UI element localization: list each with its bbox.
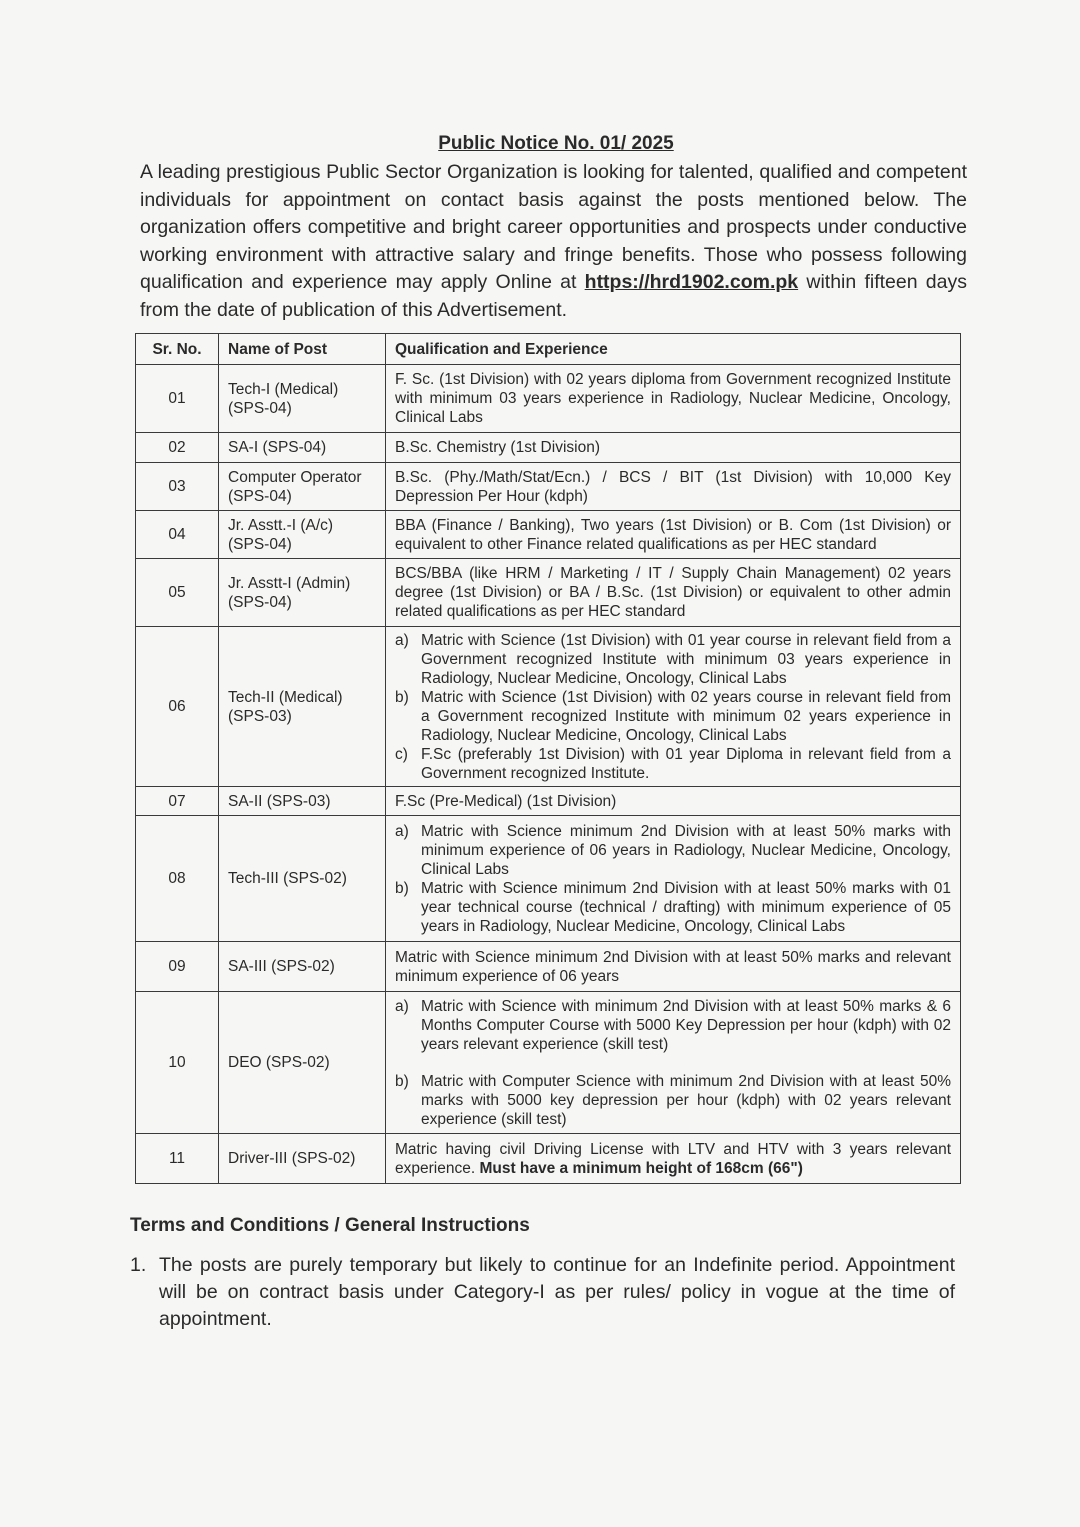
option-letter: c) (395, 745, 408, 763)
option-text: Matric with Science (1st Division) with 02 years course in relevant field from a Government recognized Institute with minimum 02 years experience in Radiology, Nuclear Medicine, Oncology, Clinical Labs (421, 688, 951, 744)
qualification-option (395, 879, 951, 936)
table-row (136, 559, 961, 627)
sr-no-cell: 03 (136, 463, 219, 511)
sr-no-cell: 02 (136, 433, 219, 463)
table-header-row (136, 334, 961, 365)
table-row (136, 463, 961, 511)
post-name-cell: Tech-I (Medical) (SPS-04) (219, 365, 386, 433)
post-name-cell: Jr. Asstt-I (Admin) (SPS-04) (219, 559, 386, 627)
intro-text: A leading prestigious Public Sector Organization is looking for talented, qualified and competent individuals for appointment on contact basis against the posts mentioned below. The organization offers competitive and bright career opportunities and prospects under conductive working environment with attractive salary and fringe benefits. Those who possess following qualification and experience may apply Online at (140, 161, 967, 293)
term-number: 1. (130, 1254, 147, 1276)
qualification-text: F. Sc. (1st Division) with 02 years diploma from Government recognized Institute with minimum 03 years experience in Radiology, Nuclear Medicine, Oncology, Clinical Labs (395, 371, 951, 426)
option-text: F.Sc (preferably 1st Division) with 01 year Diploma in relevant field from a Government recognized Institute. (421, 745, 951, 782)
header-post-name: Name of Post (219, 334, 386, 365)
qualification-option (395, 745, 951, 783)
height-requirement: Must have a minimum height of 168cm (66") (475, 1159, 803, 1177)
option-letter: a) (395, 997, 409, 1015)
posts-table-body (136, 365, 961, 1184)
table-row (136, 433, 961, 463)
qualification-cell (386, 816, 961, 942)
table-row (136, 942, 961, 992)
qualification-option (395, 688, 951, 745)
qualification-text: Matric having civil Driving License with LTV and HTV with 3 years relevant experience. (395, 1140, 951, 1177)
header-sr-no: Sr. No. (136, 334, 219, 365)
qualification-option (395, 822, 951, 879)
qualification-cell (386, 463, 961, 511)
intro-paragraph (140, 159, 967, 324)
qualification-cell (386, 992, 961, 1134)
option-text: Matric with Science minimum 2nd Division with at least 50% marks with minimum experience of 06 years in Radiology, Nuclear Medicine, Oncology, Clinical Labs (421, 822, 951, 878)
qualification-cell (386, 433, 961, 463)
qualification-option (395, 997, 951, 1054)
qualification-text: Matric with Science minimum 2nd Division with at least 50% marks and relevant minimum experience of 06 years (395, 948, 951, 985)
option-letter: b) (395, 879, 409, 897)
option-text: Matric with Science minimum 2nd Division with at least 50% marks with 01 year technical course (technical / drafting) with minimum experience of 05 years in Radiology, Nuclear Medicine, Oncology, Clinical Labs (421, 879, 951, 935)
post-name-cell: SA-I (SPS-04) (219, 433, 386, 463)
qualification-text: F.Sc (Pre-Medical) (1st Division) (395, 792, 617, 810)
option-letter: a) (395, 822, 409, 840)
qualification-text: BBA (Finance / Banking), Two years (1st Division) or B. Com (1st Division) or equivalent to other Finance related qualifications as per HEC standard (395, 516, 951, 553)
post-name-cell: SA-II (SPS-03) (219, 787, 386, 816)
term-text: The posts are purely temporary but likely to continue for an Indefinite period. Appointment will be on contract basis under Category-I as per rules/ policy in vogue at the time of appointment. (159, 1254, 955, 1330)
term-item (130, 1252, 955, 1333)
sr-no-cell: 04 (136, 511, 219, 559)
qualification-cell (386, 942, 961, 992)
qualification-text: B.Sc. Chemistry (1st Division) (395, 439, 600, 456)
sr-no-cell: 10 (136, 992, 219, 1134)
qualification-cell (386, 511, 961, 559)
qualification-cell (386, 559, 961, 627)
table-row (136, 627, 961, 787)
option-text: Matric with Science (1st Division) with 01 year course in relevant field from a Government recognized Institute with minimum 03 years experience in Radiology, Nuclear Medicine, Oncology, Clinical Labs (421, 631, 951, 687)
table-row (136, 816, 961, 942)
option-letter: b) (395, 1072, 409, 1090)
intro-text-end: within fifteen days from the date of publication of this Advertisement. (140, 271, 967, 321)
terms-heading: Terms and Conditions / General Instructions (130, 1215, 530, 1236)
post-name-cell: Tech-II (Medical) (SPS-03) (219, 627, 386, 787)
table-row (136, 365, 961, 433)
qualification-text: B.Sc. (Phy./Math/Stat/Ecn.) / BCS / BIT (1st Division) with 10,000 Key Depression Per Hour (kdph) (395, 468, 951, 505)
sr-no-cell: 08 (136, 816, 219, 942)
post-name-cell: Computer Operator (SPS-04) (219, 463, 386, 511)
qualification-cell (386, 787, 961, 816)
post-name-cell: SA-III (SPS-02) (219, 942, 386, 992)
sr-no-cell: 05 (136, 559, 219, 627)
sr-no-cell: 07 (136, 787, 219, 816)
header-qualification: Qualification and Experience (386, 334, 961, 365)
terms-list (130, 1252, 955, 1333)
post-name-cell: Driver-III (SPS-02) (219, 1134, 386, 1184)
notice-title: Public Notice No. 01/ 2025 (438, 133, 674, 154)
post-name-cell: Jr. Asstt.-I (A/c) (SPS-04) (219, 511, 386, 559)
qualification-option (395, 1072, 951, 1129)
table-row (136, 1134, 961, 1184)
posts-table (135, 333, 961, 1184)
sr-no-cell: 11 (136, 1134, 219, 1184)
qualification-option (395, 631, 951, 688)
apply-url-link[interactable]: https://hrd1902.com.pk (584, 271, 799, 293)
sr-no-cell: 09 (136, 942, 219, 992)
table-row (136, 992, 961, 1134)
option-text: Matric with Science with minimum 2nd Division with at least 50% marks & 6 Months Computer Course with 5000 Key Depression per hour (kdph) with 02 years relevant experience (skill test) (421, 997, 951, 1053)
option-text: Matric with Computer Science with minimum 2nd Division with at least 50% marks with 5000 key depression per hour (kdph) with 02 years relevant experience (skill test) (421, 1072, 951, 1128)
qualification-cell (386, 365, 961, 433)
sr-no-cell: 01 (136, 365, 219, 433)
option-letter: a) (395, 631, 409, 649)
option-letter: b) (395, 688, 409, 706)
qualification-cell (386, 627, 961, 787)
table-row (136, 787, 961, 816)
qualification-cell (386, 1134, 961, 1184)
post-name-cell: DEO (SPS-02) (219, 992, 386, 1134)
sr-no-cell: 06 (136, 627, 219, 787)
qualification-text: BCS/BBA (like HRM / Marketing / IT / Supply Chain Management) 02 years degree (1st Division) or BA / B.Sc. (1st Division) or equivalent to other admin related qualifications as per HEC standard (395, 565, 951, 620)
post-name-cell: Tech-III (SPS-02) (219, 816, 386, 942)
table-row (136, 511, 961, 559)
